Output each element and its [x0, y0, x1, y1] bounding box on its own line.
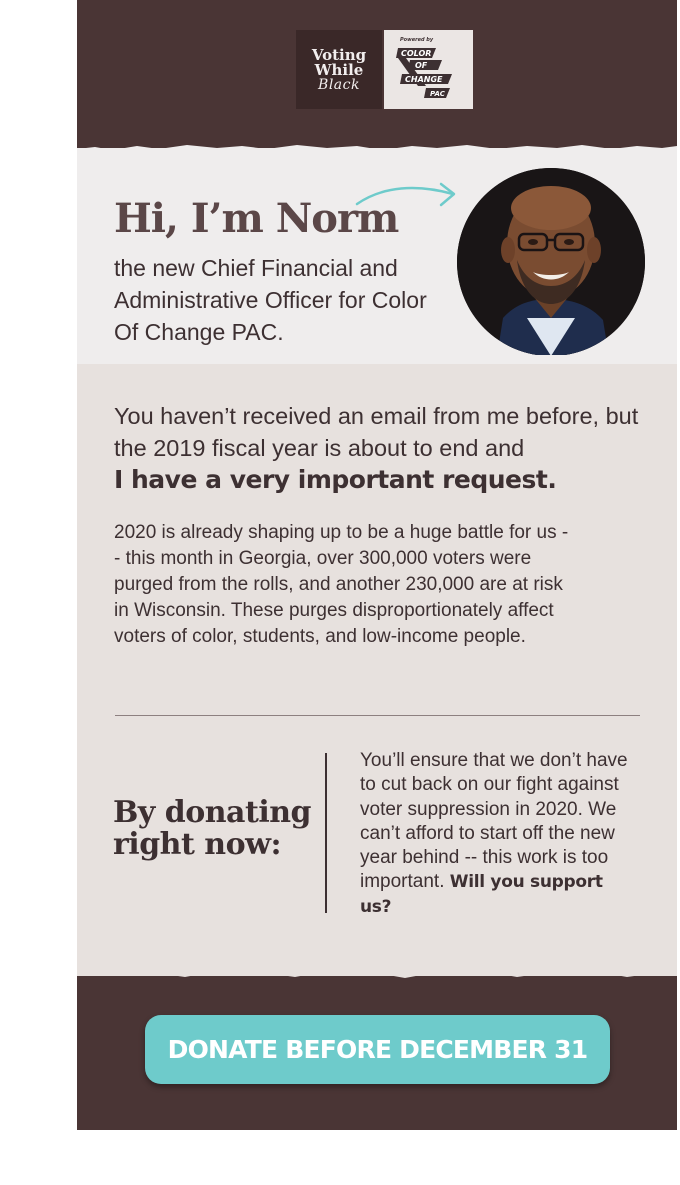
arrow-icon — [355, 178, 459, 214]
coc-wordmark-icon — [396, 44, 462, 104]
donate-heading: By donating right now: — [113, 795, 312, 862]
vwb-logo-line3: Black — [318, 76, 360, 93]
header-logos — [296, 30, 473, 109]
lead-paragraph — [114, 400, 654, 496]
coc-word-1: COLOR — [401, 49, 432, 58]
torn-edge-top — [77, 140, 677, 152]
donate-description — [360, 749, 635, 919]
vwb-logo-line2: While — [314, 60, 364, 79]
hero-title: Hi, I’m Norm — [114, 195, 399, 242]
lead-emphasis: I have a very important request. — [114, 465, 557, 494]
donate-ask: Will you support us? — [360, 872, 603, 917]
coc-word-2: OF — [415, 61, 428, 70]
donate-button[interactable]: DONATE BEFORE DECEMBER 31 — [145, 1015, 610, 1084]
lead-text: You haven’t received an email from me before, but the 2019 fiscal year is about to end and — [114, 403, 639, 461]
norm-portrait — [457, 168, 645, 356]
coc-word-3: CHANGE — [405, 75, 443, 84]
vertical-divider — [325, 753, 327, 913]
powered-by-label: Powered by — [400, 37, 434, 43]
portrait-image — [457, 168, 645, 356]
donate-text: You’ll ensure that we don’t have to cut back on our fight against voter suppression in 2020. We can’t afford to start off the new year behind -- this work is too important. — [360, 750, 628, 893]
color-of-change-pac-logo[interactable] — [384, 30, 473, 109]
section-divider — [115, 715, 640, 716]
hero-subtitle: the new Chief Financial and Administrative Officer for Color Of Change PAC. — [114, 255, 427, 345]
voting-while-black-logo[interactable] — [296, 30, 382, 109]
coc-word-4: PAC — [430, 90, 445, 98]
email-body — [77, 0, 677, 1130]
torn-edge-bottom — [77, 964, 677, 982]
vwb-logo-line1: Voting — [311, 45, 367, 64]
body-paragraph: 2020 is already shaping up to be a huge battle for us -- this month in Georgia, over 300,000 voters were purged from the rolls, and another 230,000 are at risk in Wisconsin. These purges disproportionately affect voters of color, students, and low-income people. — [114, 522, 569, 647]
